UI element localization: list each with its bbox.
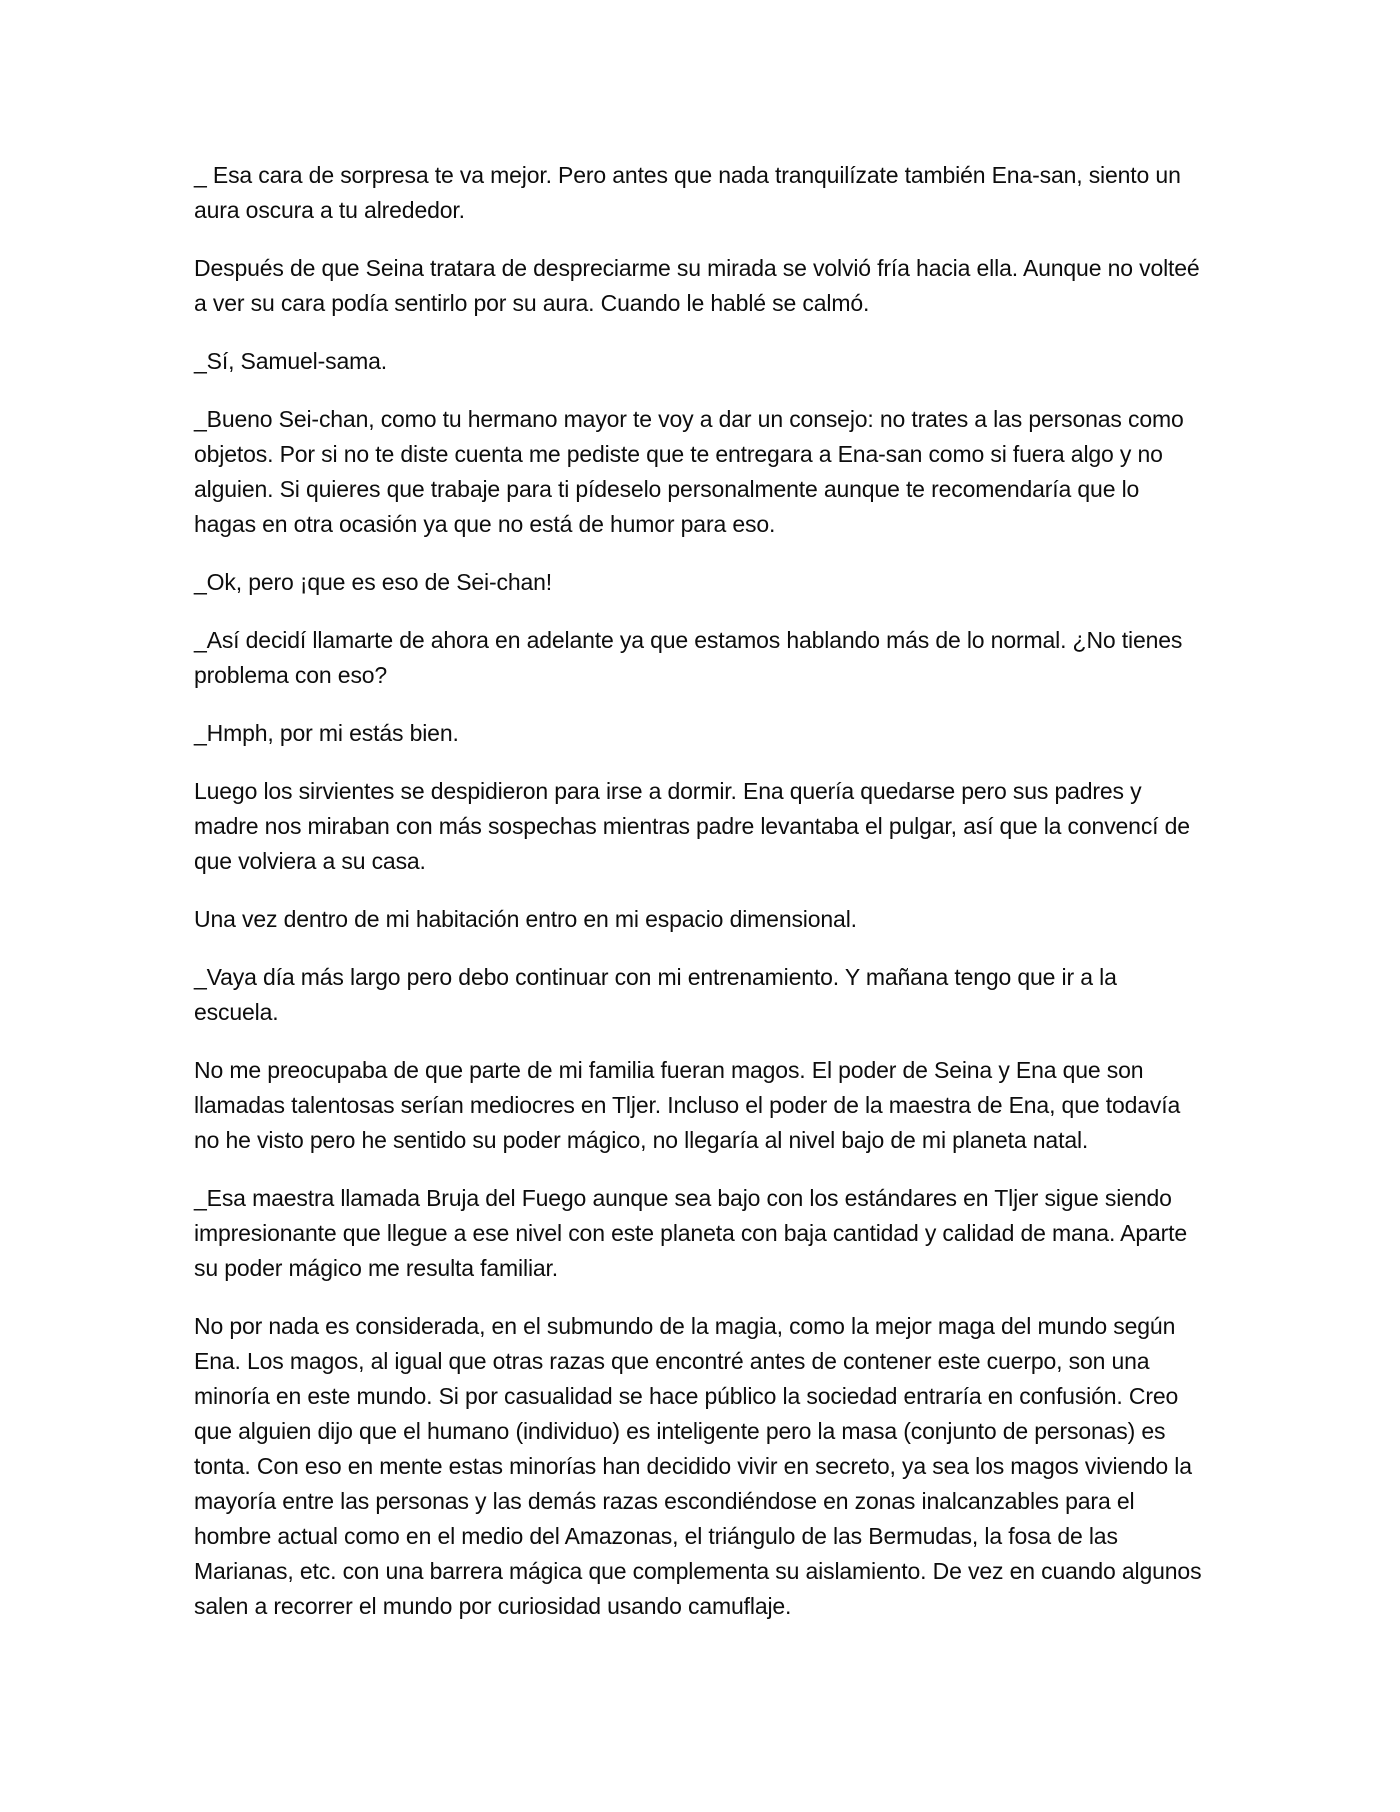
paragraph-4: _Bueno Sei-chan, como tu hermano mayor te voy a dar un consejo: no trates a las personas como objetos. Por si no te diste cuenta me pediste que te entregara a Ena-san como si fuera algo y no alguien. Si quieres que trabaje para ti pídeselo personalmente aunque te recomendaría que lo hagas en otra ocasión ya que no está de humor para eso. (194, 406, 1184, 537)
paragraph-12: _Esa maestra llamada Bruja del Fuego aunque sea bajo con los estándares en Tljer sigue siendo impresionante que llegue a ese nivel con este planeta con baja cantidad y calidad de mana. Aparte su poder mágico me resulta familiar. (194, 1185, 1188, 1281)
paragraph-8: Luego los sirvientes se despidieron para irse a dormir. Ena quería quedarse pero sus padres y madre nos miraban con más sospechas mientras padre levantaba el pulgar, así que la convencí de que volviera a su casa. (194, 778, 1190, 874)
paragraph-6: _Así decidí llamarte de ahora en adelante ya que estamos hablando más de lo normal. ¿No tienes problema con eso? (194, 627, 1183, 688)
paragraph-1: _ Esa cara de sorpresa te va mejor. Pero antes que nada tranquilízate también Ena-san, siento un aura oscura a tu alrededor. (194, 162, 1181, 223)
document-body (194, 158, 1204, 1647)
paragraph-5: _Ok, pero ¡que es eso de Sei-chan! (194, 569, 553, 595)
paragraph-9: Una vez dentro de mi habitación entro en mi espacio dimensional. (194, 906, 857, 932)
paragraph-13: No por nada es considerada, en el submundo de la magia, como la mejor maga del mundo según Ena. Los magos, al igual que otras razas que encontré antes de contener este cuerpo, son una minoría en este mundo. Si por casualidad se hace público la sociedad entraría en confusión. Creo que alguien dijo que el humano (individuo) es inteligente pero la masa (conjunto de personas) es tonta. Con eso en mente estas minorías han decidido vivir en secreto, ya sea los magos viviendo la mayoría entre las personas y las demás razas escondiéndose en zonas inalcanzables para el hombre actual como en el medio del Amazonas, el triángulo de las Bermudas, la fosa de las Marianas, etc. con una barrera mágica que complementa su aislamiento. De vez en cuando algunos salen a recorrer el mundo por curiosidad usando camuflaje. (194, 1313, 1202, 1619)
paragraph-10: _Vaya día más largo pero debo continuar con mi entrenamiento. Y mañana tengo que ir a la escuela. (194, 964, 1117, 1025)
paragraph-11: No me preocupaba de que parte de mi familia fueran magos. El poder de Seina y Ena que son llamadas talentosas serían mediocres en Tljer. Incluso el poder de la maestra de Ena, que todavía no he visto pero he sentido su poder mágico, no llegaría al nivel bajo de mi planeta natal. (194, 1057, 1181, 1153)
paragraph-2: Después de que Seina tratara de despreciarme su mirada se volvió fría hacia ella. Aunque no volteé a ver su cara podía sentirlo por su aura. Cuando le hablé se calmó. (194, 255, 1200, 316)
paragraph-3: _Sí, Samuel-sama. (194, 348, 388, 374)
paragraph-7: _Hmph, por mi estás bien. (194, 720, 459, 746)
